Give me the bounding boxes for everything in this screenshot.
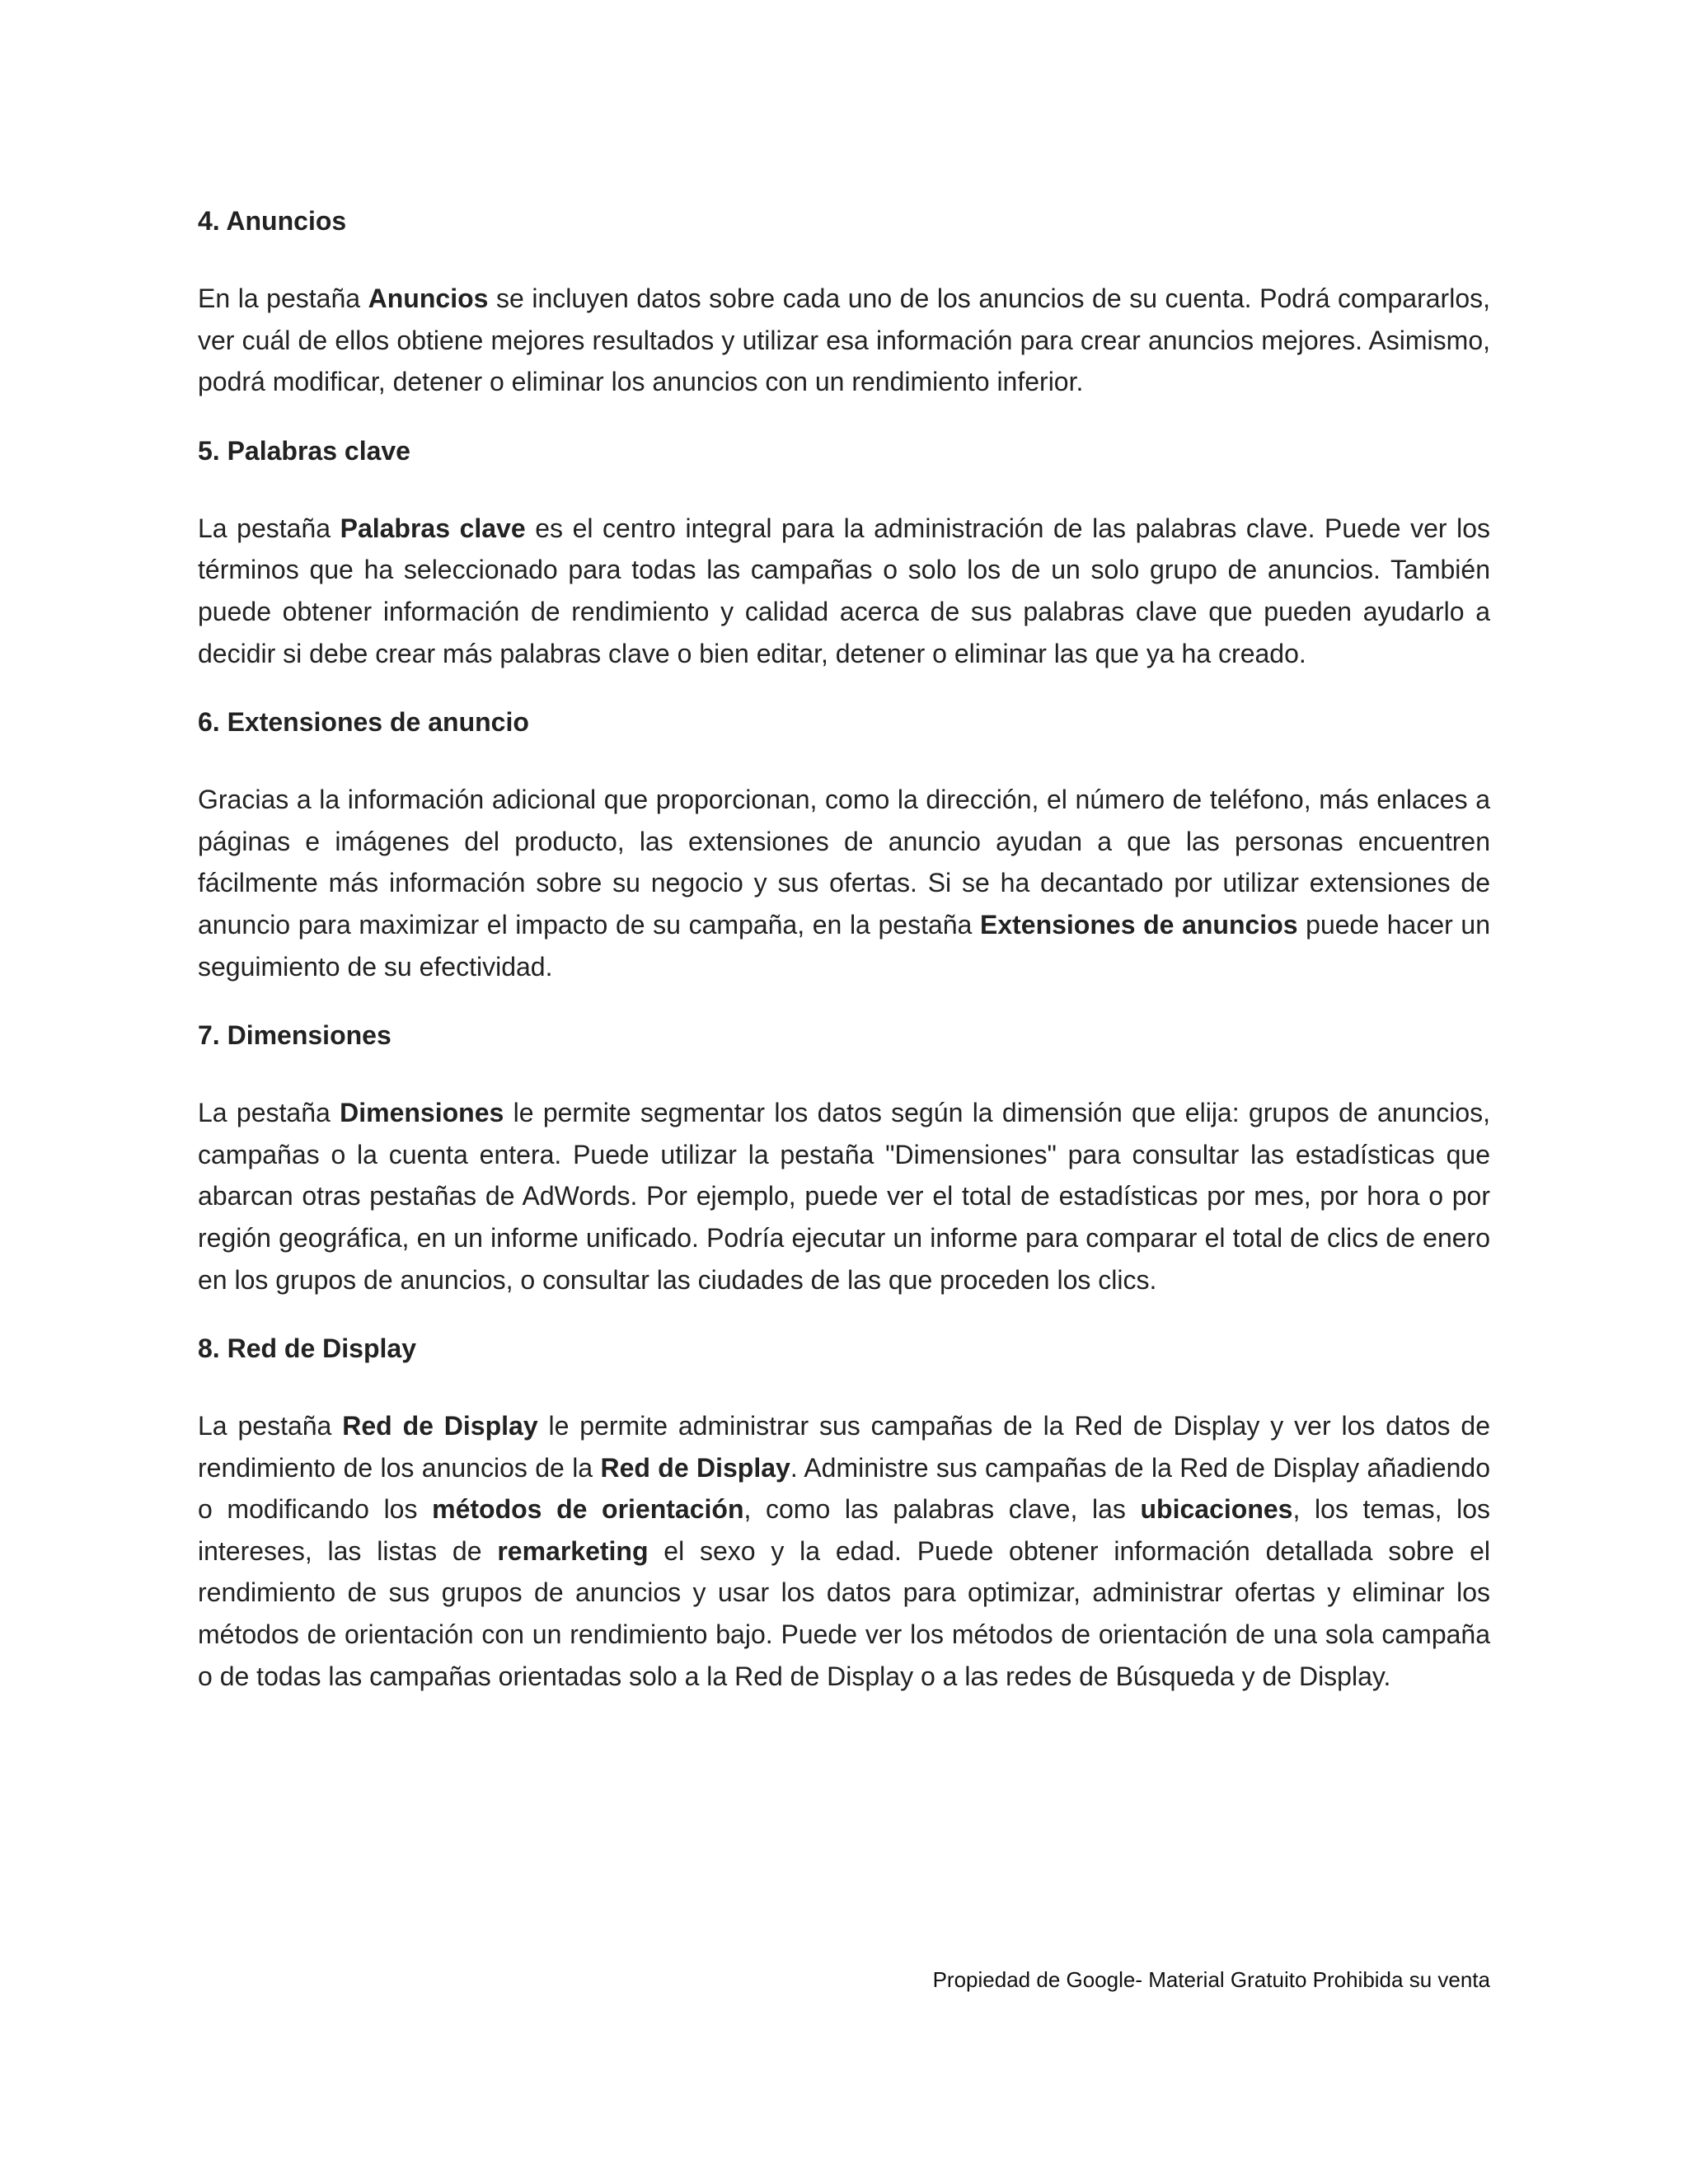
- text-run: En la pestaña: [198, 284, 368, 313]
- text-run: puede hacer un seguimiento de su efectividad.: [198, 909, 1491, 982]
- text-run: el sexo y la edad. Puede obtener información detallada sobre el rendimiento de sus grupos de anuncios y usar los datos para optimizar, administrar ofertas y eliminar los métodos de orientación con un rendimiento bajo. Puede ver los métodos de orientación de una sola campaña o de todas las campañas orientadas solo a la Red de Display o a las redes de Búsqueda y de Display.: [198, 1535, 1491, 1691]
- text-run: , como las palabras clave, las: [743, 1494, 1141, 1525]
- document-body: [198, 204, 1490, 1728]
- section-paragraph: [198, 278, 1490, 403]
- bold-text-run: Red de Display: [342, 1411, 538, 1441]
- section-heading: 8. Red de Display: [198, 1333, 416, 1364]
- section-extensiones-de-anuncio: [198, 705, 1490, 987]
- section-paragraph: [198, 779, 1490, 987]
- bold-text-run: remarketing: [497, 1535, 649, 1566]
- text-run: . Administre sus campañas de la Red de Display añadiendo o modificando los: [198, 1452, 1491, 1525]
- section-dimensiones: [198, 1019, 1490, 1301]
- bold-text-run: Extensiones de anuncios: [979, 909, 1298, 940]
- text-run: le permite segmentar los datos según la dimensión que elija: grupos de anuncios, campañas o la cuenta entera. Puede utilizar la pestaña "Dimensiones" para consultar las estadísticas que abarcan otras pestañas de AdWords. Por ejemplo, puede ver el total de estadísticas por mes, por hora o por región geográfica, en un informe unificado. Podría ejecutar un informe para comparar el total de clics de enero en los grupos de anuncios, o consultar las ciudades de las que proceden los clics.: [198, 1098, 1491, 1295]
- section-paragraph: [198, 508, 1490, 674]
- bold-text-run: métodos de orientación: [432, 1494, 744, 1525]
- text-run: es el centro integral para la administración de las palabras clave. Puede ver los términos que ha seleccionado para todas las campañas o solo los de un solo grupo de anuncios. También puede obtener información de rendimiento y calidad acerca de sus palabras clave que pueden ayudarlo a decidir si debe crear más palabras clave o bien editar, detener o eliminar las que ya ha creado.: [198, 513, 1491, 668]
- text-run: La pestaña: [198, 513, 340, 543]
- bold-text-run: Dimensiones: [340, 1098, 504, 1128]
- bold-text-run: Red de Display: [600, 1452, 790, 1483]
- section-heading: 7. Dimensiones: [198, 1020, 392, 1051]
- bold-text-run: Anuncios: [368, 284, 489, 313]
- page-footer: Propiedad de Google- Material Gratuito Prohibida su venta: [932, 1967, 1490, 1992]
- bold-text-run: Palabras clave: [340, 513, 526, 543]
- section-paragraph: [198, 1405, 1490, 1697]
- section-paragraph: [198, 1092, 1490, 1301]
- text-run: se incluyen datos sobre cada uno de los anuncios de su cuenta. Podrá compararlos, ver cuál de ellos obtiene mejores resultados y utilizar esa información para crear anuncios mejores. Asimismo, podrá modificar, detener o eliminar los anuncios con un rendimiento inferior.: [198, 284, 1491, 397]
- section-palabras-clave: [198, 434, 1490, 674]
- section-heading: 4. Anuncios: [198, 206, 347, 236]
- text-run: Gracias a la información adicional que proporcionan, como la dirección, el número de teléfono, más enlaces a páginas e imágenes del producto, las extensiones de anuncio ayudan a que las personas encuentren fácilmente más información sobre su negocio y sus ofertas. Si se ha decantado por utilizar extensiones de anuncio para maximizar el impacto de su campaña, en la pestaña: [198, 785, 1490, 940]
- text-run: La pestaña: [198, 1411, 343, 1441]
- text-run: le permite administrar sus campañas de la Red de Display y ver los datos de rendimiento de los anuncios de la: [198, 1411, 1491, 1483]
- text-run: , los temas, los intereses, las listas de: [198, 1494, 1491, 1566]
- section-heading: 6. Extensiones de anuncio: [198, 707, 529, 738]
- section-anuncios: [198, 204, 1490, 403]
- section-heading: 5. Palabras clave: [198, 435, 410, 466]
- section-red-de-display: [198, 1332, 1490, 1697]
- text-run: La pestaña: [198, 1098, 340, 1128]
- bold-text-run: ubicaciones: [1140, 1494, 1293, 1525]
